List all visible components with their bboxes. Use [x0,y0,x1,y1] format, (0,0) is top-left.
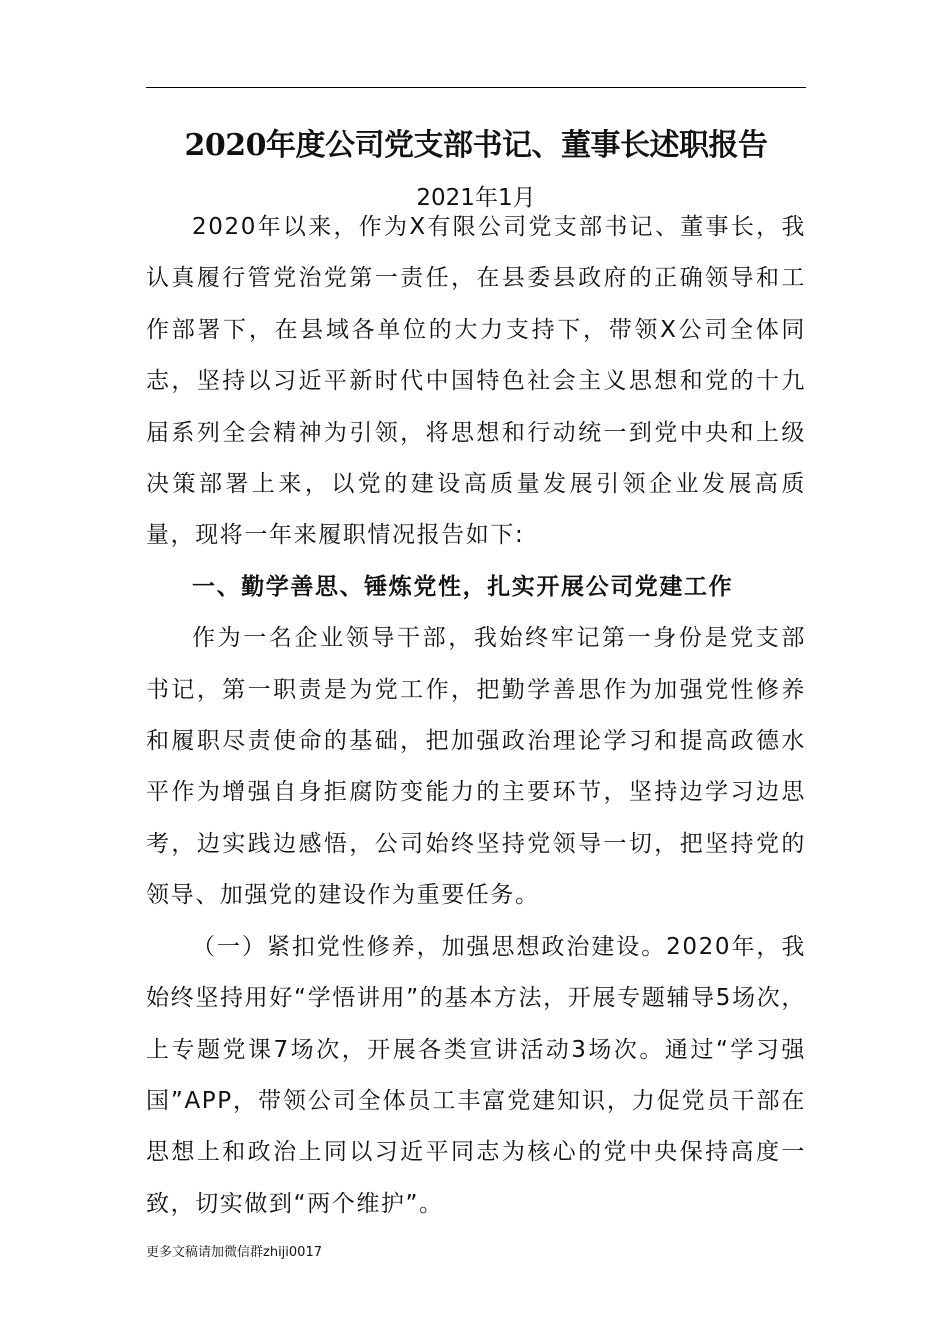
page-footer: 更多文稿请加微信群zhiji0017 [146,1245,322,1260]
document-title: 2020年度公司党支部书记、董事长述职报告 [184,128,768,163]
document-body [146,202,806,1230]
section-paragraph: 作为一名企业领导干部，我始终牢记第一身份是党支部书记，第一职责是为党工作，把勤学善思作为加强党性修养和履职尽责使命的基础，把加强政治理论学习和提高政德水平作为增强自身拒腐防变能力的主要环节，坚持边学习边思考，边实践边感悟，公司始终坚持党领导一切，把坚持党的领导、加强党的建设作为重要任务。 [146,625,806,909]
subsection-paragraph: （一）紧扣党性修养，加强思想政治建设。2020年，我始终坚持用好“学悟讲用”的基本方法，开展专题辅导5场次，上专题党课7场次，开展各类宣讲活动3场次。通过“学习强国”APP，带领公司全体员工丰富党建知识，力促党员干部在思想上和政治上同以习近平同志为核心的党中央保持高度一致，切实做到“两个维护”。 [146,933,806,1217]
section-heading: 一、勤学善思、锤炼党性，扎实开展公司党建工作 [192,573,734,600]
intro-paragraph: 2020年以来，作为X有限公司党支部书记、董事长，我认真履行管党治党第一责任，在县委县政府的正确领导和工作部署下，在县域各单位的大力支持下，带领X公司全体同志，坚持以习近平新时代中国特色社会主义思想和党的十九届系列全会精神为引领，将思想和行动统一到党中央和上级决策部署上来，以党的建设高质量发展引领企业发展高质量，现将一年来履职情况报告如下: [146,214,806,549]
header-rule [146,87,806,88]
document-date: 2021年1月 [416,185,536,211]
